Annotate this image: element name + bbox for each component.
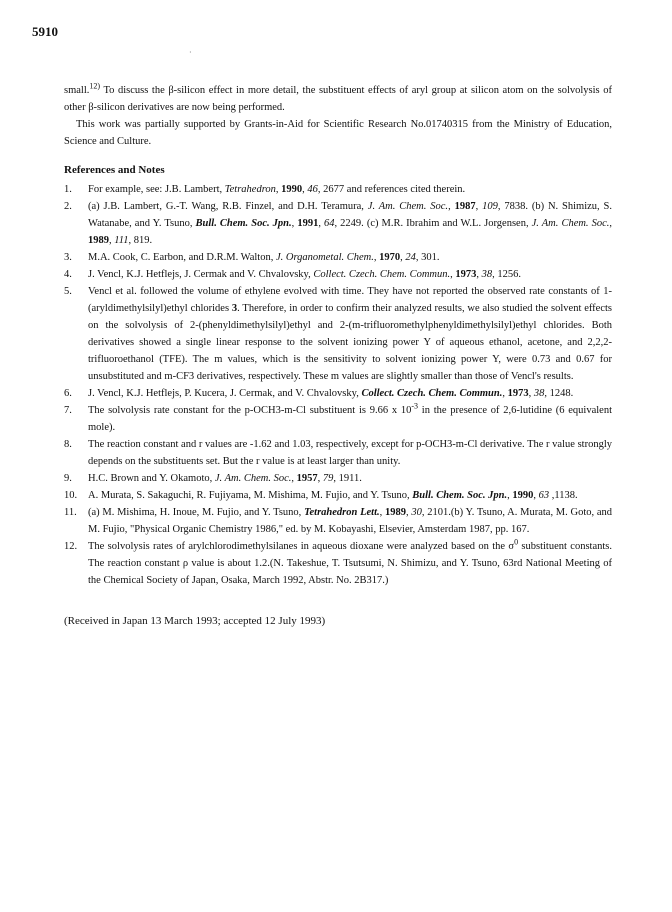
reference-text [88,283,612,385]
reference-item [64,181,612,198]
reference-text-part: , [406,507,412,518]
reference-text [88,538,612,589]
reference-text-part: The solvolysis rate constant for the p-OCH3-m-Cl substituent is 9.66 x 10 [88,405,412,416]
reference-item [64,249,612,266]
reference-number: 5. [64,286,72,297]
reference-text-part: Bull. Chem. Soc. Jpn. [412,490,508,501]
reference-item [64,402,612,436]
reference-number: 11. [64,507,77,518]
reference-text-part: (a) J.B. Lambert, G.-T. Wang, R.B. Finzel, and D.H. Teramura, [88,201,368,212]
acknowledgement-paragraph: This work was partially supported by Grants-in-Aid for Scientific Research No.01740315 from the Ministry of Education, Science and Culture. [64,119,612,147]
reference-text-part: , [448,201,455,212]
reference-text [88,249,612,266]
reference-text-part: 38 [481,269,493,280]
reference-text-part: Collect. Czech. Chem. Commun. [361,388,503,399]
reference-text-part: J. Vencl, K.J. Hetflejs, J. Cermak and V. Chvalovsky, [88,269,314,280]
paragraph-text: To discuss the β-silicon effect in more detail, the substituent effects of aryl group at silicon atom on the solvolysis of other β-silicon derivatives are now being performed. [64,85,612,113]
reference-text-part: 1957 [296,473,318,484]
reference-text-part: , [533,490,539,501]
page-number: 5910 [32,24,58,39]
article-content [64,82,612,630]
reference-text-part: ,1138. [549,490,578,501]
reference-text-part: , [400,252,406,263]
reference-text-part: , [379,507,386,518]
reference-text [88,181,612,198]
reference-text-part: , [318,218,324,229]
reference-number: 3. [64,252,72,263]
reference-text-part: 30 [411,507,422,518]
reference-text-part: J. Am. Chem. Soc. [214,473,292,484]
reference-text-part: , [109,235,115,246]
paragraph-lead-word: small. [64,85,90,96]
reference-text-part: For example, see: J.B. Lambert, [88,184,225,195]
reference-text-part: 46 [307,184,318,195]
reference-text-part: in the presence of 2,6-lutidine (6 equivalent mole). [88,405,612,433]
reference-text [88,266,612,283]
reference-text-part: M.A. Cook, C. Earbon, and D.R.M. Walton, [88,252,276,263]
reference-item [64,283,612,385]
reference-text-part: , [475,201,483,212]
reference-item [64,436,612,470]
reference-text-part: , 2101.(b) Y. Tsuno, A. Murata, M. Goto, and M. Fujio, "Physical Organic Chemistry 1986," ed. by M. Kobayashi, Elsevier, Amsterdam 1987, pp. 167. [88,507,613,535]
reference-text-part: 64 [324,218,335,229]
reference-text-part: substituent constants. The reaction constant ρ value is about 1.2.(N. Takeshue, T. Tsutsumi, N. Shimizu, and Y. Tsuno, 63rd National Meeting of the Chemical Society of Japan, Osaka, March 1992, Abstr. No. 2B317.) [88,541,612,586]
reference-text [88,504,612,538]
reference-text-part: (a) M. Mishima, H. Inoue, M. Fujio, and Y. Tsuno, [88,507,305,518]
reference-text-part: , [275,184,282,195]
reference-text-part: , [291,473,297,484]
reference-text-part: J. Vencl, K.J. Hetflejs, P. Kucera, J. Cermak, and V. Chvalovsky, [88,388,362,399]
reference-item [64,266,612,283]
reference-text-part: H.C. Brown and Y. Okamoto, [88,473,215,484]
reference-number: 8. [64,439,72,450]
reference-text-part: Bull. Chem. Soc. Jpn. [195,218,292,229]
reference-number: 9. [64,473,72,484]
reference-item [64,470,612,487]
reference-text-part: The solvolysis rates of arylchlorodimethylsilanes in aqueous dioxane were analyzed based on the σ [88,541,515,552]
reference-text-part: J. Organometal. Chem. [275,252,374,263]
reference-text-part: 1990 [281,184,303,195]
reference-text-part: 1989 [88,235,109,246]
reference-number: 6. [64,388,72,399]
reference-text-part: Tetrahedron Lett. [304,507,380,518]
reference-text-part: 1973 [455,269,477,280]
reference-text-part: . Therefore, in order to confirm their analyzed results, we also studied the solvent effects on the solvolysis of 2-(phenyldimethylsilyl)ethyl and 2-(m-trifluoromethylphenyldimethylsilyl)ethyl chlorides. Both derivatives showed a single linear response to the solvent ionizing power Y of aqueous ethanol, acetone, and 2,2,2-trifluoroethanol (TFE). The m values, which is the sensitivity to solvent ionizing power Y, were 0.73 and 0.67 for unsubstituted and m-CF3 derivatives, respectively. These m values are slightly smaller than those of Vencl's results. [88,303,612,382]
reference-text-part: , [373,252,380,263]
reference-item [64,487,612,504]
references-list [64,181,612,589]
reference-text-part: , 1911. [333,473,362,484]
reference-text-part: , [476,269,482,280]
reference-text-part: 3 [231,303,238,314]
reference-text-part: , 7838. (b) N. Shimizu, S. Watanabe, and Y. Tsuno, [88,201,613,229]
reference-mark: 12) [89,81,101,91]
reference-text-part: , [528,388,534,399]
reference-text-part: 1970 [379,252,401,263]
reference-text-part: A. Murata, S. Sakaguchi, R. Fujiyama, M. Mishima, M. Fujio, and Y. Tsuno, [88,490,413,501]
reference-text [88,470,612,487]
reference-text-part: , 2677 and references cited therein. [317,184,466,195]
reference-text [88,402,612,436]
reference-text-part: J. Am. Chem. Soc. [531,218,610,229]
reference-number: 7. [64,405,72,416]
reference-text-part: , [291,218,298,229]
reference-number: 12. [64,541,78,552]
reference-text-part: The reaction constant and r values are -1.62 and 1.03, respectively, except for p-OCH3-m-Cl derivative. The r value strongly depends on the substituents set. But the r value is at least larger than unity. [88,439,612,467]
reference-text-part: 1973 [507,388,529,399]
reference-text-part: , [609,218,613,229]
reference-text [88,198,612,249]
reference-text-part: 109 [482,201,498,212]
reference-text-part: , 301. [415,252,440,263]
reference-item [64,385,612,402]
reference-text-part: 24 [405,252,416,263]
reference-text-part: , 1256. [492,269,522,280]
reference-text-part: , [450,269,456,280]
reference-text-part: 38 [533,388,545,399]
reference-text-part: , [507,490,513,501]
received-date-line: (Received in Japan 13 March 1993; accepted 12 July 1993) [64,615,326,627]
superscript-text: 0 [514,537,519,547]
reference-text-part: 1990 [512,490,534,501]
reference-text-part: Collect. Czech. Chem. Commun. [313,269,451,280]
reference-text-part: 79 [322,473,334,484]
page-dot-mark: · [189,48,192,57]
reference-item [64,504,612,538]
reference-text-part: J. Am. Chem. Soc. [367,201,449,212]
reference-number: 2. [64,201,72,212]
reference-text [88,385,612,402]
reference-text-part: 111 [114,235,129,246]
reference-text-part: Vencl et al. followed the volume of ethylene evolved with time. They have not reported the observed rate constants of 1-(aryldimethylsilyl)ethyl chlorides [88,286,612,314]
reference-text-part: 63 [538,490,550,501]
reference-text-part: , [302,184,308,195]
reference-text-part: , [502,388,508,399]
reference-text-part: , 2249. (c) M.R. Ibrahim and W.L. Jorgensen, [334,218,532,229]
reference-number: 10. [64,490,78,501]
reference-text-part: , 819. [128,235,153,246]
reference-text-part: Tetrahedron [224,184,276,195]
reference-text-part: , [317,473,323,484]
references-heading: References and Notes [64,164,165,176]
reference-text-part: 1989 [385,507,407,518]
reference-item [64,198,612,249]
superscript-text: -3 [411,401,419,411]
reference-text [88,487,612,504]
body-paragraph [64,82,612,116]
reference-text-part: 1987 [454,201,476,212]
reference-number: 4. [64,269,72,280]
reference-text-part: 1991 [297,218,319,229]
reference-item [64,538,612,589]
reference-text [88,436,612,470]
reference-text-part: , 1248. [544,388,574,399]
reference-number: 1. [64,184,72,195]
